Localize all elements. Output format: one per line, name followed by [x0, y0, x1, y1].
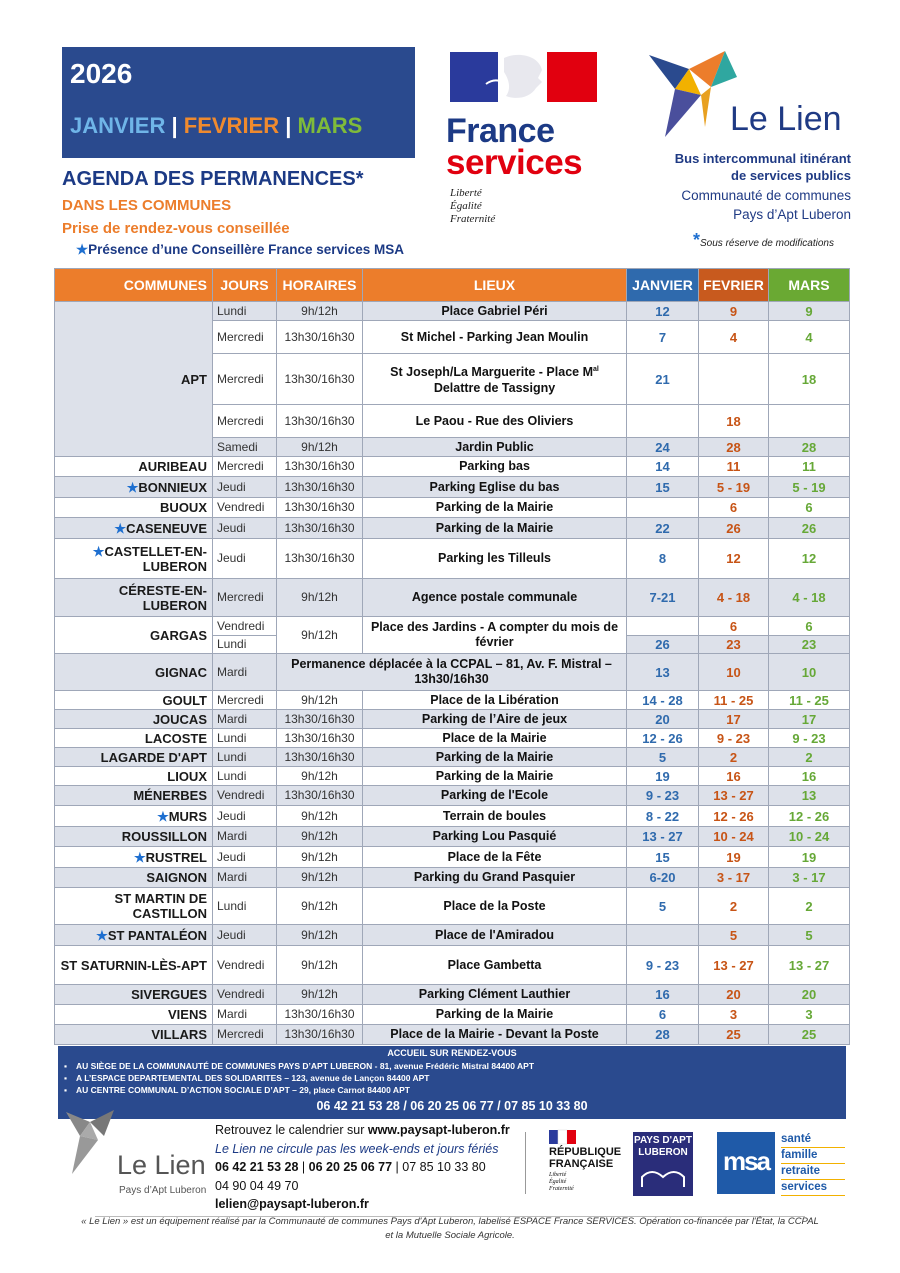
list-item: ▪ A L’ESPACE DEPARTEMENTAL DES SOLIDARITES – 123, avenue de Lançon 84400 APT: [64, 1072, 534, 1084]
col-janvier: JANVIER: [627, 269, 699, 302]
msa-note: ★Présence d’une Conseillère France services MSA: [76, 242, 405, 257]
bridge-icon: [640, 1167, 686, 1189]
month-mars: MARS: [297, 113, 363, 138]
email-link[interactable]: lelien@paysapt-luberon.fr: [215, 1197, 369, 1211]
table-row: VIENS Mardi 13h30/16h30 Parking de la Mairie 6 3 3: [55, 1005, 850, 1025]
table-row: VILLARS Mercredi 13h30/16h30 Place de la Mairie - Devant la Poste 28 25 25: [55, 1025, 850, 1045]
col-communes: COMMUNES: [55, 269, 213, 302]
table-row: Lundi 26 23 23: [55, 636, 850, 654]
table-row: JOUCAS Mardi 13h30/16h30 Parking de l’Aire de jeux 20 17 17: [55, 710, 850, 729]
le-lien-community: Communauté de communes Pays d’Apt Luberon: [681, 188, 851, 222]
table-row: SAIGNON Mardi 9h/12h Parking du Grand Pasquier 6-20 3 - 17 3 - 17: [55, 868, 850, 888]
col-jours: JOURS: [213, 269, 277, 302]
star-icon: ★: [126, 479, 139, 495]
table-row: LACOSTE Lundi 13h30/16h30 Place de la Mairie 12 - 26 9 - 23 9 - 23: [55, 729, 850, 748]
republique-francaise: RÉPUBLIQUE FRANÇAISE: [549, 1146, 622, 1170]
col-lieux: LIEUX: [363, 269, 627, 302]
page-title: AGENDA DES PERMANENCES*: [62, 168, 364, 190]
star-icon: ★: [96, 927, 108, 943]
table-row: APT Lundi 9h/12h Place Gabriel Péri 12 9 9: [55, 302, 850, 321]
month-fevrier: FEVRIER: [183, 113, 280, 138]
le-lien-tagline: Bus intercommunal itinérant de services publics: [674, 151, 851, 183]
accueil-title: ACCUEIL SUR RENDEZ-VOUS: [387, 1048, 517, 1058]
year: 2026: [70, 58, 133, 89]
schedule-table: [54, 268, 850, 1045]
pays-apt-luberon-logo: PAYS D'APT LUBERON: [633, 1132, 693, 1196]
table-row: GOULT Mercredi 9h/12h Place de la Libération 14 - 28 11 - 25 11 - 25: [55, 691, 850, 710]
accueil-box: [58, 1046, 846, 1119]
reserve-note: *Sous réserve de modifications: [693, 230, 834, 250]
col-mars: MARS: [769, 269, 850, 302]
weekend-note: Le Lien ne circule pas les week-ends et jours fériés: [215, 1141, 499, 1156]
table-row: BUOUX Vendredi 13h30/16h30 Parking de la Mairie 6 6: [55, 498, 850, 518]
list-item: ▪ AU SIÈGE DE LA COMMUNAUTÉ DE COMMUNES PAYS D’APT LUBERON - 81, avenue Frédéric Mistral 84400 APT: [64, 1060, 534, 1072]
table-row: ★CASENEUVE Jeudi 13h30/16h30 Parking de la Mairie 22 26 26: [55, 518, 850, 539]
table-row: ST SATURNIN-LÈS-APT Vendredi 9h/12h Place Gambetta 9 - 23 13 - 27 13 - 27: [55, 946, 850, 985]
le-lien-title: Le Lien: [730, 100, 842, 138]
table-row: ★MURS Jeudi 9h/12h Terrain de boules 8 - 22 12 - 26 12 - 26: [55, 806, 850, 827]
france-services-line1: France: [446, 112, 555, 150]
france-services-motto: Liberté Égalité Fraternité: [450, 187, 496, 225]
le-lien-grey-bird-icon: [64, 1108, 124, 1178]
republique-motto: Liberté Égalité Fraternité: [549, 1172, 574, 1192]
table-row: ★ST PANTALÉON Jeudi 9h/12h Place de l'Amiradou 5 5: [55, 925, 850, 946]
accueil-phones: 06 42 21 53 28 / 06 20 25 06 77 / 07 85 10 33 80: [316, 1099, 588, 1113]
star-icon: ★: [92, 543, 105, 559]
months-heading: JANVIER | FEVRIER | MARS: [70, 113, 363, 138]
website-link[interactable]: www.paysapt-luberon.fr: [367, 1123, 510, 1137]
footer-le-lien-sub: Pays d’Apt Luberon: [119, 1185, 207, 1196]
table-row: LAGARDE D'APT Lundi 13h30/16h30 Parking de la Mairie 5 2 2: [55, 748, 850, 767]
table-header-row: [55, 269, 850, 302]
table-row: ROUSSILLON Mardi 9h/12h Parking Lou Pasquié 13 - 27 10 - 24 10 - 24: [55, 827, 850, 847]
table-row: Samedi 9h/12h Jardin Public 24 28 28: [55, 438, 850, 457]
table-row: LIOUX Lundi 9h/12h Parking de la Mairie 19 16 16: [55, 767, 850, 786]
star-icon: ★: [157, 808, 169, 824]
table-row: ★RUSTREL Jeudi 9h/12h Place de la Fête 15 19 19: [55, 847, 850, 868]
star-icon: ★: [76, 242, 89, 257]
col-fevrier: FEVRIER: [699, 269, 769, 302]
footer-contact: Retrouvez le calendrier sur www.paysapt-luberon.fr Le Lien ne circule pas les week-ends et jours fériés 06 42 21 53 28 | 06 20 25 06 77 | 07 85 10 33 80 04 90 04 49 70 lelien@paysapt-luberon.fr: [215, 1123, 510, 1211]
table-row: ST MARTIN DE CASTILLON Lundi 9h/12h Place de la Poste 5 2 2: [55, 888, 850, 925]
star-icon: ★: [114, 520, 127, 536]
table-row: ★BONNIEUX Jeudi 13h30/16h30 Parking Eglise du bas 15 5 - 19 5 - 19: [55, 477, 850, 498]
france-services-line2: services: [446, 143, 583, 182]
table-row: GIGNAC Mardi Permanence déplacée à la CCPAL – 81, Av. F. Mistral – 13h30/16h30 13 10 10: [55, 654, 850, 691]
subtitle-communes: DANS LES COMMUNES: [62, 197, 232, 214]
table-row: Mercredi 13h30/16h30 Le Paou - Rue des Oliviers 18: [55, 405, 850, 438]
table-row: CÉRESTE-EN-LUBERON Mercredi 9h/12h Agence postale communale 7-21 4 - 18 4 - 18: [55, 579, 850, 617]
table-row: SIVERGUES Vendredi 9h/12h Parking Clément Lauthier 16 20 20: [55, 985, 850, 1005]
footer-le-lien-title: Le Lien: [117, 1150, 206, 1180]
star-icon: ★: [133, 849, 146, 865]
table-row: Mercredi 13h30/16h30 St Michel - Parking Jean Moulin 7 4 4: [55, 321, 850, 354]
list-item: ▪ AU CENTRE COMMUNAL D’ACTION SOCIALE D’APT – 29, place Carnot 84400 APT: [64, 1084, 534, 1096]
msa-words: santé famille retraite services: [781, 1132, 845, 1196]
footer-divider: [525, 1132, 526, 1194]
accueil-list: [64, 1060, 534, 1096]
credit-text: « Le Lien » est un équipement réalisé par la Communauté de communes Pays d'Apt Luberon, labelisé ESPACE France SERVICES. Opération co-financée par l'État, la CCPAL et la Mutuelle Sociale Agricole.: [81, 1216, 819, 1241]
table-row: ★CASTELLET-EN-LUBERON Jeudi 13h30/16h30 Parking les Tilleuls 8 12 12: [55, 539, 850, 579]
table-row: AURIBEAU Mercredi 13h30/16h30 Parking bas 14 11 11: [55, 457, 850, 477]
subtitle-rdv: Prise de rendez-vous conseillée: [62, 220, 290, 237]
msa-logo: msa: [717, 1132, 775, 1194]
table-row: MÉNERBES Vendredi 13h30/16h30 Parking de l'Ecole 9 - 23 13 - 27 13: [55, 786, 850, 806]
table-row: Mercredi 13h30/16h30 St Joseph/La Marguerite - Place $M^{al}$ Delattre de Tassigny 21 18: [55, 354, 850, 405]
col-horaires: HORAIRES: [277, 269, 363, 302]
table-row: GARGAS Vendredi 9h/12h Place des Jardins - A compter du mois de février 6 6: [55, 617, 850, 636]
commune-apt: APT: [55, 302, 213, 457]
month-janvier: JANVIER: [70, 113, 166, 138]
